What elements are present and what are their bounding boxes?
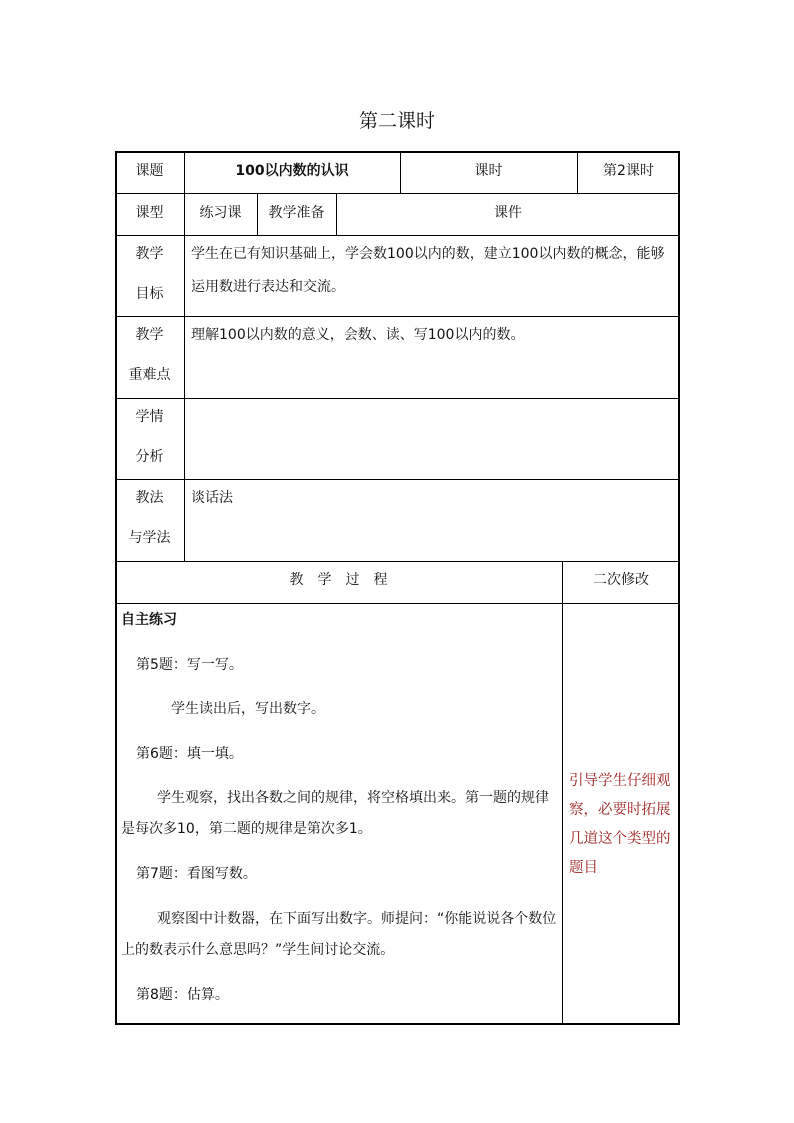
- q7-title: 第7题：看图写数。: [136, 866, 257, 882]
- q8-title: 第8题：估算。: [136, 987, 229, 1003]
- period-label: 课时: [474, 163, 503, 179]
- key-label-line-2: 重难点: [128, 367, 171, 383]
- q5-title: 第5题：写一写。: [136, 657, 243, 673]
- key-text: 理解100以内数的意义，会数、读、写100以内的数。: [191, 327, 525, 343]
- page-title: 第二课时: [358, 110, 435, 132]
- row-divider: [115, 561, 680, 562]
- q5-text: 学生读出后，写出数字。: [171, 701, 325, 717]
- goal-text-line-2: 运用数进行表达和交流。: [191, 279, 345, 295]
- goal-label-line-1: 教学: [135, 246, 164, 262]
- column-divider: [562, 561, 563, 1025]
- q7-text-line-2: 上的数表示什么意思吗？”学生间讨论交流。: [121, 942, 395, 958]
- type-value: 练习课: [199, 205, 242, 221]
- q6-text-line-1: 学生观察，找出各数之间的规律，将空格填出来。第一题的规律: [157, 790, 549, 806]
- revision-header: 二次修改: [593, 572, 649, 588]
- analysis-label-line-2: 分析: [135, 449, 164, 465]
- goal-text-line-1: 学生在已有知识基础上，学会数100以内的数，建立100以内数的概念，能够: [191, 246, 665, 262]
- q6-text-line-2: 是每次多10，第二题的规律是第次多1。: [121, 821, 372, 837]
- row-divider: [115, 316, 680, 317]
- row-divider: [115, 398, 680, 399]
- section-title: 自主练习: [121, 612, 177, 628]
- row-divider: [115, 479, 680, 480]
- analysis-label-line-1: 学情: [135, 409, 164, 425]
- topic-value: 100以内数的认识: [235, 163, 349, 179]
- prep-label: 教学准备: [268, 205, 325, 221]
- method-label-line-1: 教法: [135, 490, 164, 506]
- process-header: 教 学 过 程: [289, 572, 388, 588]
- row-divider: [115, 603, 680, 604]
- type-label: 课型: [135, 205, 164, 221]
- method-label-line-2: 与学法: [128, 530, 171, 546]
- q6-title: 第6题：填一填。: [136, 746, 243, 762]
- revision-note: 引导学生仔细观察，必要时拓展几道这个类型的题目: [569, 773, 671, 876]
- q7-text-line-1: 观察图中计数器，在下面写出数字。师提问：“你能说说各个数位: [157, 911, 557, 927]
- row-divider: [115, 235, 680, 236]
- topic-label: 课题: [135, 163, 164, 179]
- period-value: 第2课时: [603, 163, 654, 179]
- method-text: 谈话法: [191, 490, 233, 506]
- key-label-line-1: 教学: [135, 327, 164, 343]
- goal-label-line-2: 目标: [135, 286, 164, 302]
- prep-value: 课件: [494, 205, 522, 221]
- row-divider: [115, 193, 680, 194]
